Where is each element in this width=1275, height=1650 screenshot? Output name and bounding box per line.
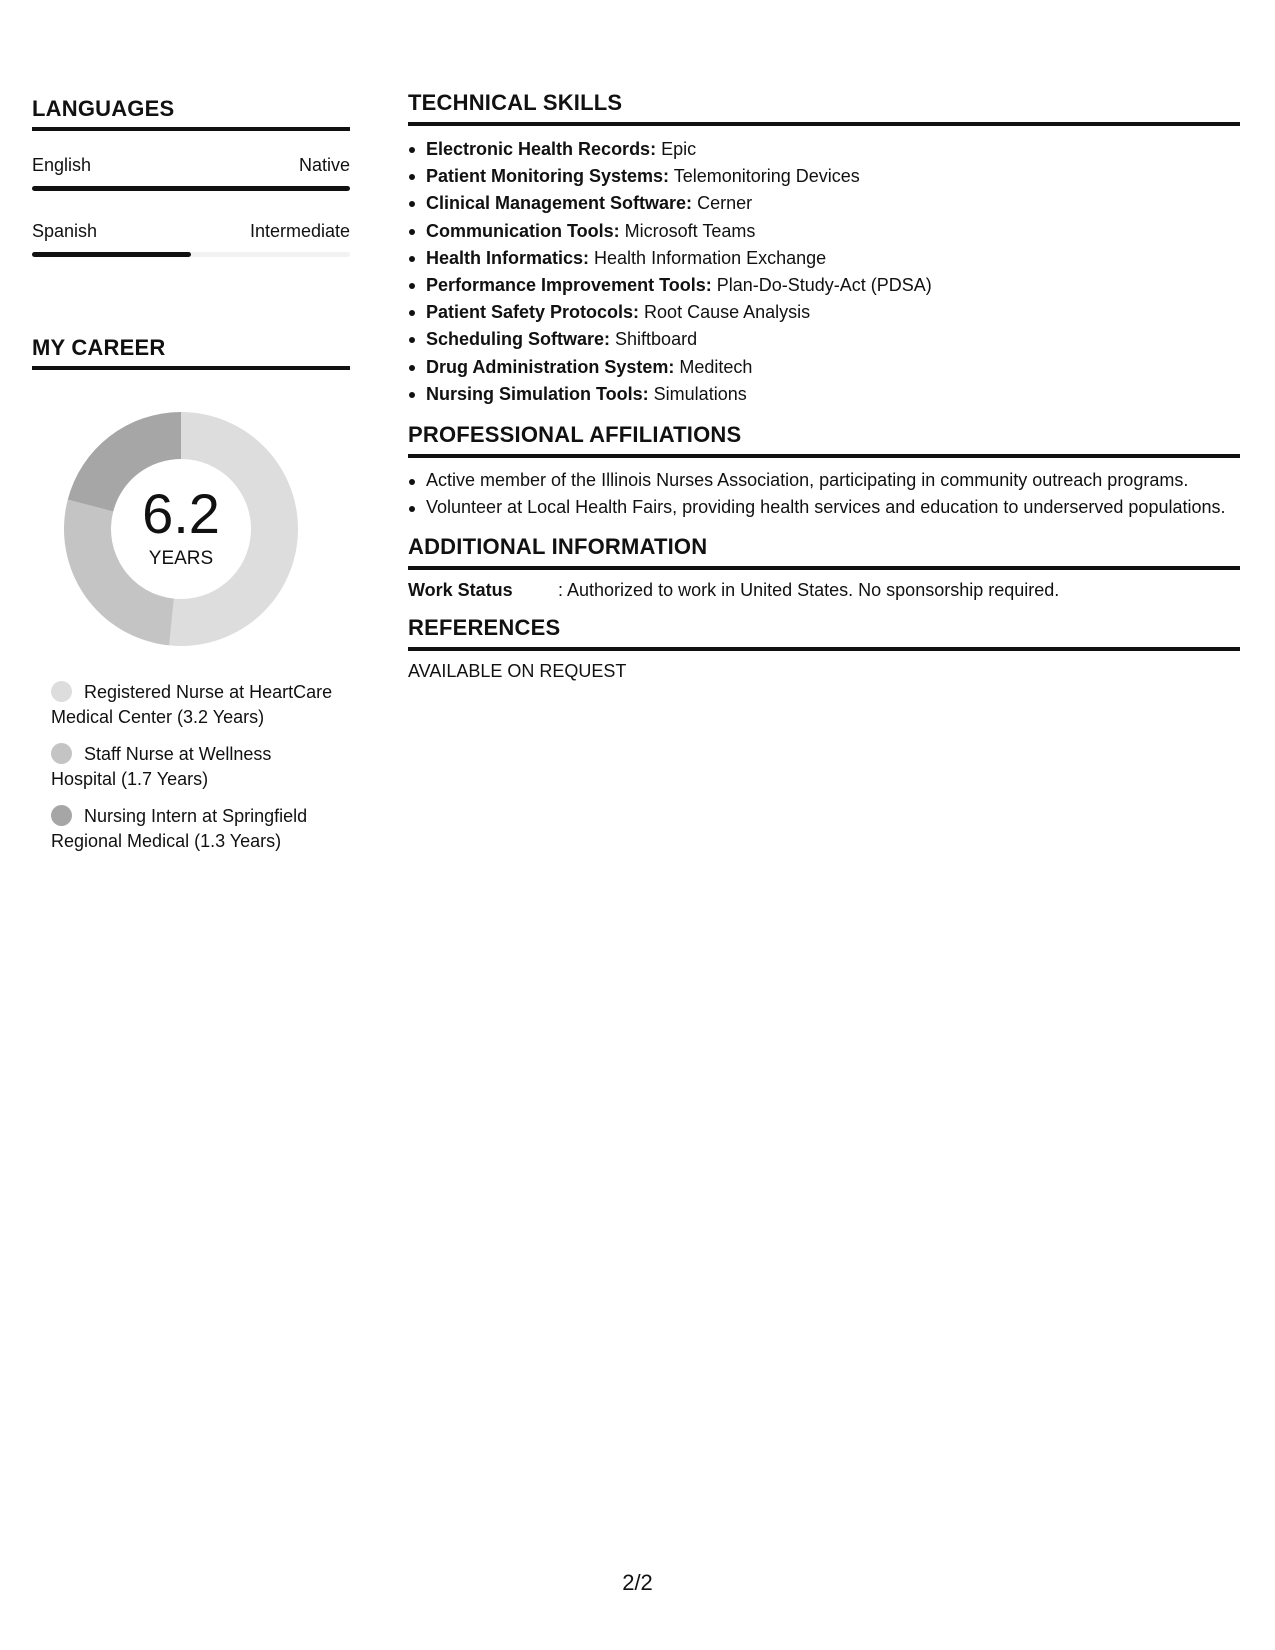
legend-label: Staff Nurse at Wellness Hospital (1.7 Years) (51, 744, 272, 789)
skill-value: Plan-Do-Study-Act (PDSA) (711, 275, 932, 296)
left-column (32, 96, 350, 866)
skill-item (408, 299, 1240, 326)
proficiency-bar-fill (32, 186, 350, 191)
affiliation-item: Volunteer at Local Health Fairs, providing health services and education to underserved populations. (408, 495, 1240, 520)
affiliations-heading: PROFESSIONAL AFFILIATIONS (408, 422, 1240, 458)
right-column (408, 90, 1240, 682)
language-row (32, 221, 350, 242)
affiliation-item: Active member of the Illinois Nurses Association, participating in community outreach programs. (408, 468, 1240, 493)
skill-item (408, 136, 1240, 163)
skill-value: Root Cause Analysis (639, 302, 811, 323)
donut-center (56, 404, 306, 654)
legend-dot (51, 681, 72, 702)
career-total-years: 6.2 (142, 482, 220, 545)
skill-item (408, 381, 1240, 408)
skill-value: Cerner (692, 193, 753, 214)
page-number: 2/2 (622, 1570, 653, 1595)
references-heading: REFERENCES (408, 615, 1240, 651)
language-entry (32, 155, 350, 191)
skill-item (408, 326, 1240, 353)
language-row (32, 155, 350, 176)
legend-label: Registered Nurse at HeartCare Medical Center (3.2 Years) (51, 682, 333, 727)
skill-item (408, 245, 1240, 272)
legend-dot (51, 805, 72, 826)
skill-item (408, 163, 1240, 190)
skill-category: Communication Tools: (426, 220, 620, 241)
affiliations-section (408, 422, 1240, 520)
skill-item (408, 190, 1240, 217)
languages-heading: LANGUAGES (32, 96, 350, 131)
skill-category: Scheduling Software: (426, 329, 611, 350)
skill-category: Drug Administration System: (426, 356, 675, 377)
legend-item (51, 742, 341, 792)
career-total-unit: YEARS (148, 548, 214, 569)
legend-dot (51, 743, 72, 764)
skill-value: Shiftboard (610, 329, 698, 350)
work-status-row (408, 580, 1240, 601)
skill-value: Microsoft Teams (619, 220, 756, 241)
technical-skills-heading: TECHNICAL SKILLS (408, 90, 1240, 126)
work-status-value: : Authorized to work in United States. No sponsorship required. (558, 580, 1060, 601)
proficiency-bar-fill (32, 252, 191, 257)
skill-value: Epic (656, 139, 697, 159)
career-legend (51, 680, 341, 854)
legend-item (51, 804, 341, 854)
skill-category: Clinical Management Software: (426, 193, 693, 214)
work-status-label: Work Status (408, 580, 513, 601)
additional-info-heading: ADDITIONAL INFORMATION (408, 534, 1240, 570)
proficiency-bar-track (32, 252, 350, 257)
skill-value: Meditech (674, 356, 753, 377)
skill-category: Performance Improvement Tools: (426, 275, 712, 296)
skill-value: Health Information Exchange (589, 247, 827, 268)
skill-category: Patient Safety Protocols: (426, 302, 640, 323)
affiliations-list (408, 468, 1240, 520)
additional-info-section (408, 534, 1240, 601)
legend-item (51, 680, 341, 730)
language-entry (32, 221, 350, 257)
skill-category: Nursing Simulation Tools: (426, 383, 649, 404)
skill-category: Electronic Health Records: (426, 139, 657, 159)
references-section (408, 615, 1240, 682)
skill-category: Patient Monitoring Systems: (426, 166, 670, 187)
language-level: Native (298, 155, 350, 175)
skill-item (408, 354, 1240, 381)
skill-category: Health Informatics: (426, 247, 590, 268)
language-name: Spanish (32, 221, 98, 241)
technical-skills-list (408, 136, 1240, 408)
skill-value: Telemonitoring Devices (669, 166, 860, 187)
references-text: AVAILABLE ON REQUEST (408, 661, 627, 682)
skill-item (408, 272, 1240, 299)
skill-value: Simulations (648, 383, 747, 404)
proficiency-bar-track (32, 186, 350, 191)
career-heading: MY CAREER (32, 335, 350, 370)
career-donut-chart (56, 404, 306, 654)
language-level: Intermediate (249, 221, 350, 241)
legend-label: Nursing Intern at Springfield Regional Medical (1.3 Years) (51, 806, 308, 851)
skill-item (408, 218, 1240, 245)
language-name: English (32, 155, 92, 175)
